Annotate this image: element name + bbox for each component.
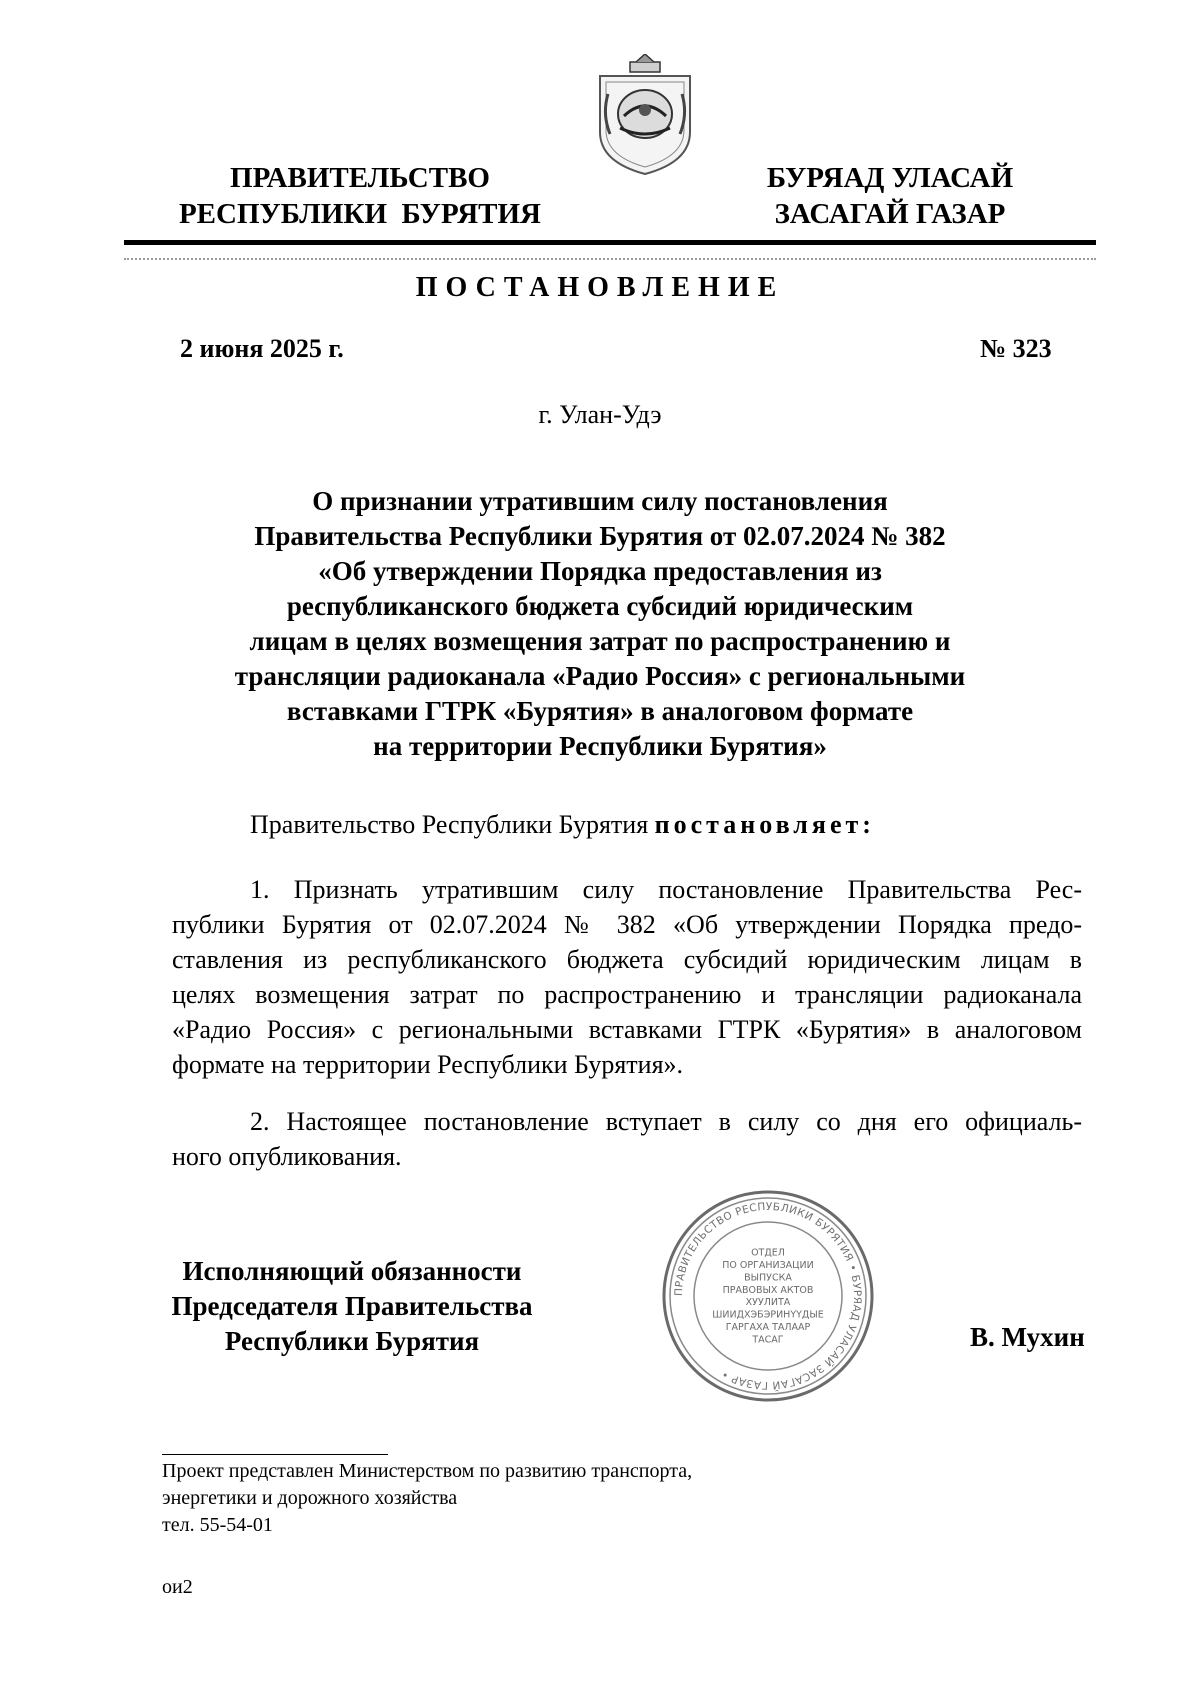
coat-of-arms-icon [594,54,696,178]
footnote [162,1458,692,1539]
official-seal-icon [660,1188,876,1404]
preamble [250,810,875,840]
header-rule-thick [124,240,1096,245]
seal-center-line: ГАРГАХА ТАЛААР [725,1322,811,1333]
paragraph-line: 1. Признать утратившим силу постановление Правительства Рес- [250,875,1082,904]
signer-position-line: Исполняющий обязанности [182,1256,522,1286]
header-left-line1: ПРАВИТЕЛЬСТВО [230,162,490,194]
paragraph-line: формате на территории Республики Бурятия». [172,1050,684,1079]
header-right-line1: БУРЯАД УЛАСАЙ [766,162,1014,194]
paragraph-line: ставления из республиканского бюджета субсидий юридическим лицам в [172,945,1082,974]
paragraph-line: публики Бурятия от 02.07.2024 № 382 «Об утверждении Порядка предо- [172,910,1082,939]
document-code: ои2 [162,1576,193,1598]
paragraph-line: ного опубликования. [172,1142,402,1171]
title-line: «Об утверждении Порядка предоставления из [318,556,882,586]
signer-name: В. Мухин [970,1322,1085,1352]
seal-center-line: ТАСАГ [752,1334,784,1346]
paragraph-line: «Радио Россия» с региональными вставками ГТРК «Бурятия» в аналоговом [172,1015,1082,1044]
title-line: трансляции радиоканала «Радио Россия» с региональными [234,661,966,691]
seal-center-line: ХУУЛИТА [745,1297,791,1309]
svg-text:ПРАВИТЕЛЬСТВО РЕСПУБЛИКИ БУРЯТ: ПРАВИТЕЛЬСТВО РЕСПУБЛИКИ БУРЯТИЯ • БУРЯАД УЛАСАЙ ЗАСАГАЙ ГАЗАР • [672,1200,864,1392]
paragraph-line: целях возмещения затрат по распространению и трансляции радиоканала [172,980,1082,1009]
footnote-line: Проект представлен Министерством по развитию транспорта, [162,1460,693,1482]
paragraph-line: 2. Настоящее постановление вступает в силу со дня его официаль- [250,1107,1082,1136]
header-left-block [170,160,550,232]
seal-center-line: ПО ОРГАНИЗАЦИИ [722,1260,814,1271]
title-line: на территории Республики Бурятия» [373,731,827,761]
document-type: ПОСТАНОВЛЕНИЕ [415,272,785,303]
preamble-decree-word: постановляет: [654,810,875,839]
paragraph-2 [172,1104,1082,1174]
seal-center-line: ОТДЕЛ [751,1247,785,1259]
paragraph-1 [172,872,1082,1082]
document-date: 2 июня 2025 г. [180,334,344,363]
seal-center-line: ВЫПУСКА [744,1272,792,1284]
signer-position-line: Председателя Правительства [171,1291,533,1321]
signer-position [158,1254,546,1359]
title-line: республиканского бюджета субсидий юридическим [286,591,914,621]
header-rule-thin [124,258,1096,260]
header-right-line2: ЗАСАГАЙ ГАЗАР [774,198,1006,230]
preamble-text: Правительство Республики Бурятия [250,810,655,839]
title-line: О признании утратившим силу постановления [312,486,888,516]
header-left-line2: РЕСПУБЛИКИ БУРЯТИЯ [178,198,542,230]
footnote-rule [162,1454,388,1455]
document-number: № 323 [980,334,1052,363]
document-title [180,484,1020,764]
title-line: Правительства Республики Бурятия от 02.07.2024 № 382 [254,521,946,551]
document-city: г. Улан-Удэ [538,400,662,429]
seal-center-line: ШИИДХЭБЭРИНҮҮДЫЕ [712,1309,824,1321]
footnote-line: тел. 55-54-01 [162,1514,273,1536]
header-right-block [740,160,1040,232]
signer-position-line: Республики Бурятия [224,1326,480,1356]
footnote-line: энергетики и дорожного хозяйства [162,1487,458,1509]
title-line: лицам в целях возмещения затрат по распространению и [249,626,951,656]
seal-center-line: ПРАВОВЫХ АКТОВ [722,1284,814,1296]
title-line: вставками ГТРК «Бурятия» в аналоговом формате [286,696,914,726]
